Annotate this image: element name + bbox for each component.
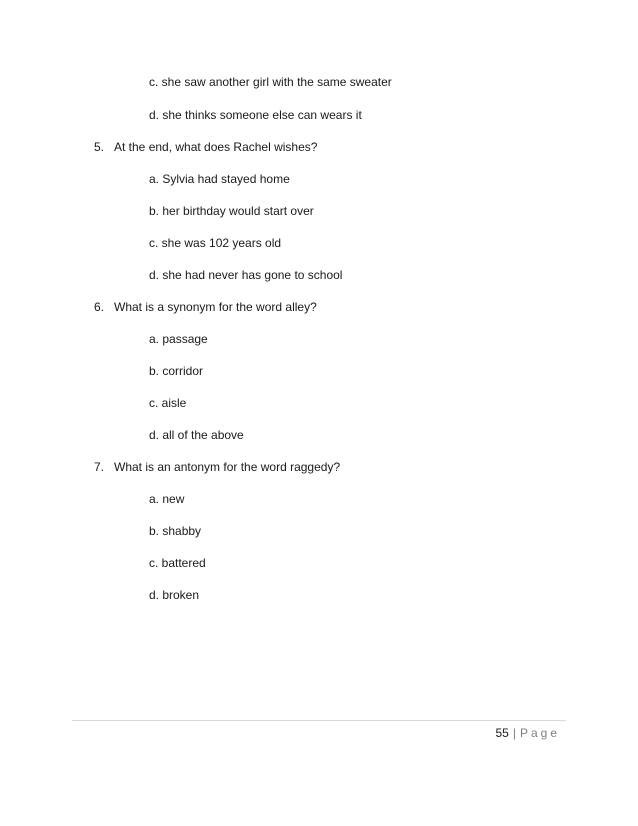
page-number: 55 [495, 726, 509, 740]
answer-option: c. she saw another girl with the same sweater [149, 75, 392, 89]
answer-option: a. new [149, 492, 185, 506]
page-label: Page [519, 726, 560, 740]
answer-option: d. all of the above [149, 428, 244, 442]
question-number: 6. [94, 300, 105, 314]
page-footer [495, 726, 560, 740]
footer-divider [72, 720, 566, 721]
question-text: What is a synonym for the word alley? [114, 300, 317, 314]
footer-separator: | [512, 726, 516, 740]
answer-option: b. shabby [149, 524, 202, 538]
question-text: At the end, what does Rachel wishes? [114, 140, 318, 154]
question-text: What is an antonym for the word raggedy? [114, 460, 341, 474]
answer-option: c. aisle [149, 396, 187, 410]
answer-option: d. she had never has gone to school [149, 268, 343, 282]
answer-option: c. she was 102 years old [149, 236, 282, 250]
answer-option: a. passage [149, 332, 208, 346]
answer-option: a. Sylvia had stayed home [149, 172, 290, 186]
question-number: 5. [94, 140, 105, 154]
answer-option: d. she thinks someone else can wears it [149, 108, 362, 122]
answer-option: b. corridor [149, 364, 204, 378]
answer-option: b. her birthday would start over [149, 204, 314, 218]
answer-option: d. broken [149, 588, 200, 602]
answer-option: c. battered [149, 556, 206, 570]
question-number: 7. [94, 460, 105, 474]
